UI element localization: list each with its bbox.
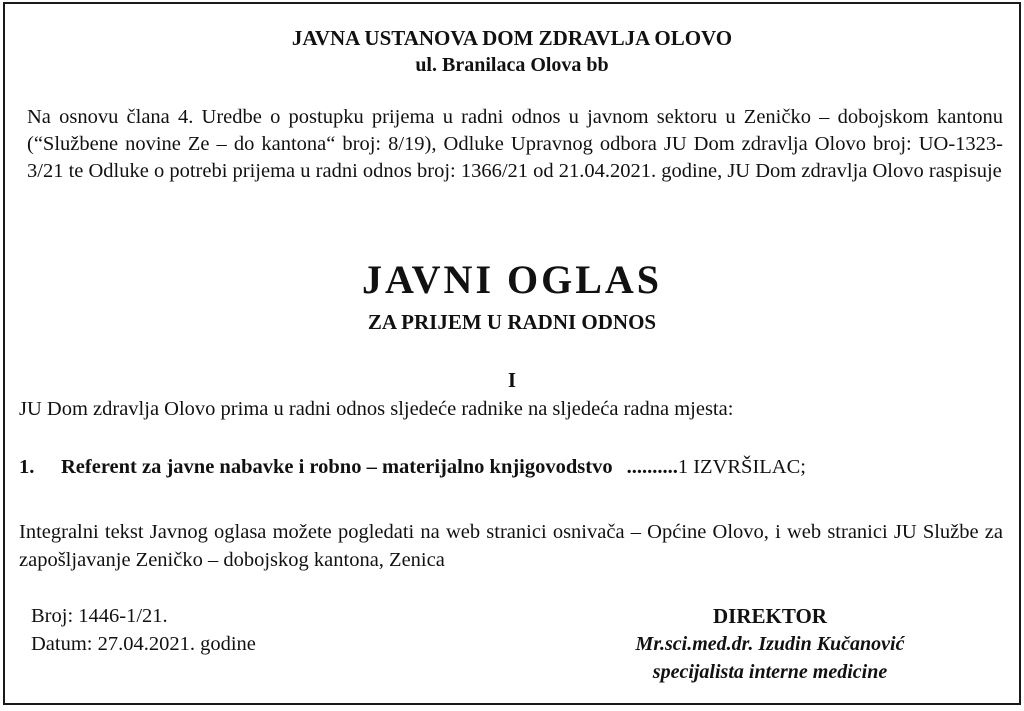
organization-name: JAVNA USTANOVA DOM ZDRAVLJA OLOVO <box>291 26 733 50</box>
position-count: 1 IZVRŠILAC; <box>677 456 806 478</box>
signature-specialty: specijalista interne medicine <box>652 661 888 683</box>
reference-number: Broj: 1446-1/21. <box>31 605 168 627</box>
signature-block <box>565 602 975 686</box>
section-text: JU Dom zdravlja Olovo prima u radni odnos sljedeće radnike na sljedeća radna mjesta: <box>19 398 734 420</box>
job-ad-document <box>3 2 1021 705</box>
position-item <box>19 456 1003 479</box>
section-number: I <box>507 368 517 392</box>
signature-title: DIREKTOR <box>713 604 827 628</box>
position-name: Referent za javne nabavke i robno – materijalno knjigovodstvo <box>61 456 613 478</box>
position-leader-dots: .......... <box>626 456 678 478</box>
ad-subtitle: ZA PRIJEM U RADNI ODNOS <box>367 310 657 334</box>
organization-address: ul. Branilaca Olova bb <box>415 54 609 76</box>
reference-block <box>31 602 256 658</box>
signature-name: Mr.sci.med.dr. Izudin Kučanović <box>635 633 905 655</box>
position-number: 1. <box>19 456 35 478</box>
reference-date: Datum: 27.04.2021. godine <box>31 633 256 655</box>
ad-title: JAVNI OGLAS <box>361 257 663 302</box>
intro-paragraph: Na osnovu člana 4. Uredbe o postupku prijema u radni odnos u javnom sektoru u Zeničko – dobojskom kantonu (“Službene novine Ze – do kantona“ broj: 8/19), Odluke Upravnog odbora JU Dom zdravlja Olovo broj: UO-1323-3/21 te Odluke o potrebi prijema u radni odnos broj: 1366/21 od 21.04.2021. godine, JU Dom zdravlja Olovo raspisuje <box>27 106 1003 182</box>
notice-paragraph: Integralni tekst Javnog oglasa možete pogledati na web stranici osnivača – Općine Olovo, i web stranici JU Službe za zapošljavanje Zeničko – dobojskog kantona, Zenica <box>19 521 1003 571</box>
